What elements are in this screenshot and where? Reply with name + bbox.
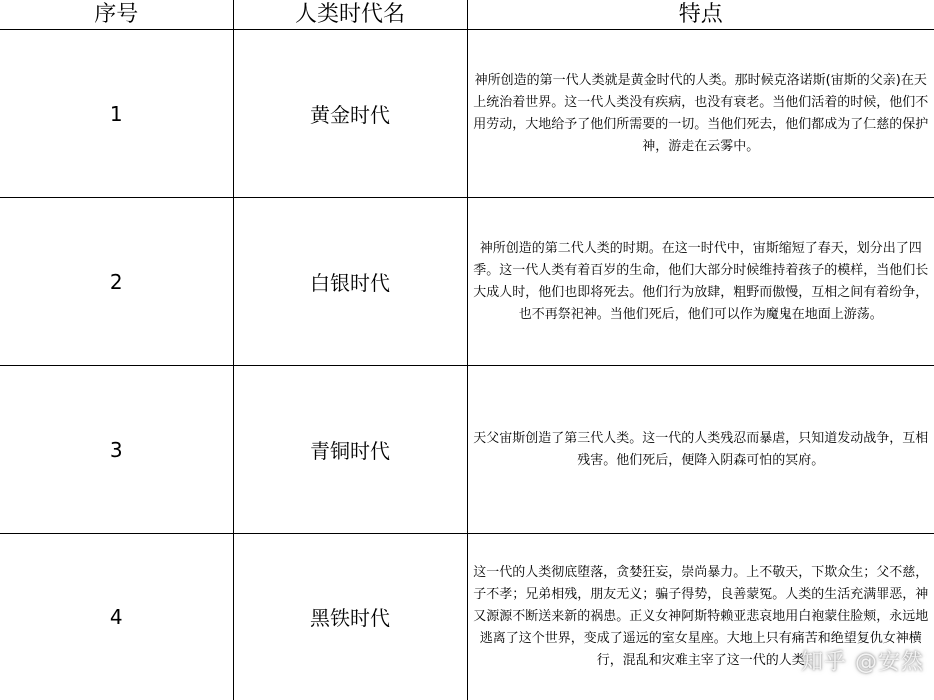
row-description: 神所创造的第二代人类的时期。在这一时代中，宙斯缩短了春天，划分出了四季。这一代人类有着百岁的生命，他们大部分时候维持着孩子的模样，当他们长大成人时，他们也即将死去。他们行为放肆，粗野而傲慢，互相之间有着纷争，也不再祭祀神。当他们死后，他们可以作为魔鬼在地面上游荡。 — [467, 198, 934, 366]
row-age-name: 黄金时代 — [233, 30, 467, 198]
row-age-name: 白银时代 — [233, 198, 467, 366]
row-age-name: 青铜时代 — [233, 366, 467, 534]
row-age-name: 黑铁时代 — [233, 534, 467, 700]
header-features: 特点 — [467, 0, 934, 30]
row-index: 4 — [0, 534, 233, 700]
row-description: 天父宙斯创造了第三代人类。这一代的人类残忍而暴虐，只知道发动战争，互相残害。他们死后，便降入阴森可怕的冥府。 — [467, 366, 934, 534]
row-description: 这一代的人类彻底堕落，贪婪狂妄，崇尚暴力。上不敬天，下欺众生；父不慈，子不孝；兄弟相残，朋友无义；骗子得势，良善蒙冤。人类的生活充满罪恶，神又源源不断送来新的祸患。正义女神阿斯特赖亚悲哀地用白袍蒙住脸颊，永远地逃离了这个世界，变成了遥远的室女星座。大地上只有痛苦和绝望复仇女神横行，混乱和灾难主宰了这一代的人类 — [467, 534, 934, 700]
zhihu-watermark: 知乎 @安然 — [801, 650, 924, 675]
row-index: 2 — [0, 198, 233, 366]
table-row — [0, 366, 934, 534]
header-age-name: 人类时代名 — [233, 0, 467, 30]
row-description: 神所创造的第一代人类就是黄金时代的人类。那时候克洛诺斯(宙斯的父亲)在天上统治着世界。这一代人类没有疾病，也没有衰老。当他们活着的时候，他们不用劳动，大地给予了他们所需要的一切。当他们死去，他们都成为了仁慈的保护神，游走在云雾中。 — [467, 30, 934, 198]
header-index: 序号 — [0, 0, 233, 30]
table-row — [0, 534, 934, 700]
table-row — [0, 198, 934, 366]
row-index: 1 — [0, 30, 233, 198]
table-row — [0, 30, 934, 198]
header-row — [0, 0, 934, 30]
row-index: 3 — [0, 366, 233, 534]
